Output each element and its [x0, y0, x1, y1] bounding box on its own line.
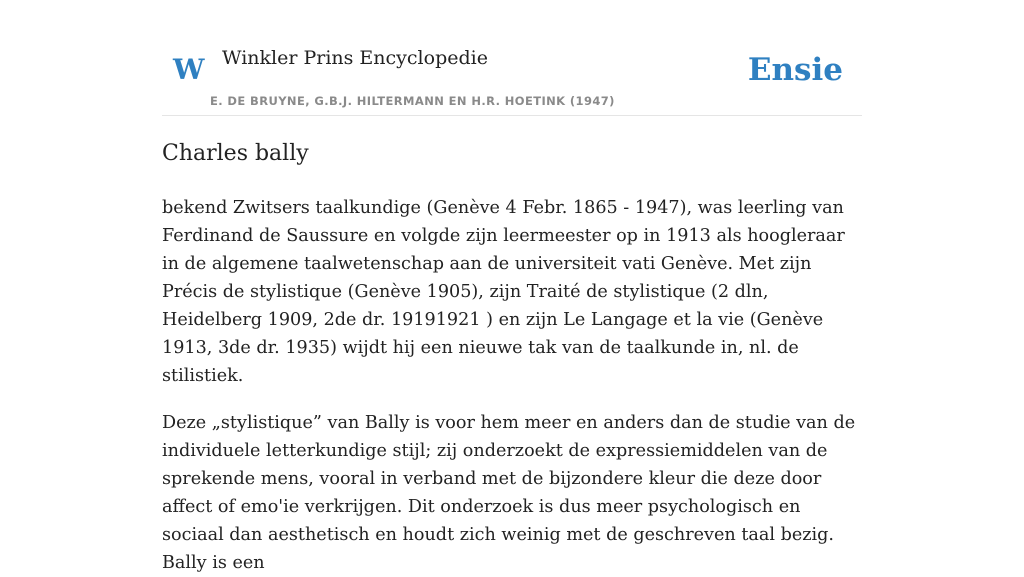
source-title-link[interactable]: Winkler Prins Encyclopedie — [222, 47, 488, 69]
source-logo[interactable]: W — [173, 53, 205, 86]
ensie-logo-link[interactable]: Ensie — [747, 52, 843, 88]
source-header — [162, 0, 862, 116]
article — [162, 116, 862, 577]
article-title: Charles bally — [162, 141, 309, 166]
article-body — [162, 194, 862, 577]
article-paragraph: bekend Zwitsers taalkundige (Genève 4 Febr. 1865 - 1947), was leerling van Ferdinand de Saussure en volgde zijn leermeester op in 1913 als hoogleraar in de algemene taalwetenschap aan de universiteit vati Genève. Met zijn Précis de stylistique (Genève 1905), zijn Traité de stylistique (2 dln, Heidelberg 1909, 2de dr. 19191921 ) en zijn Le Langage et la vie (Genève 1913, 3de dr. 1935) wijdt hij een nieuwe tak van de taalkunde in, nl. de stilistiek. — [162, 198, 845, 386]
source-authors: E. DE BRUYNE, G.B.J. HILTERMANN EN H.R. HOETINK (1947) — [210, 94, 615, 108]
article-paragraph: Deze „stylistique” van Bally is voor hem meer en anders dan de studie van de individuele letterkundige stijl; zij onderzoekt de expressiemiddelen van de sprekende mens, vooral in verband met de bijzondere kleur die deze door affect of emo'ie verkrijgen. Dit onderzoek is dus meer psychologisch en sociaal dan aesthetisch en houdt zich weinig met de geschreven taal bezig. Bally is een — [162, 413, 856, 573]
